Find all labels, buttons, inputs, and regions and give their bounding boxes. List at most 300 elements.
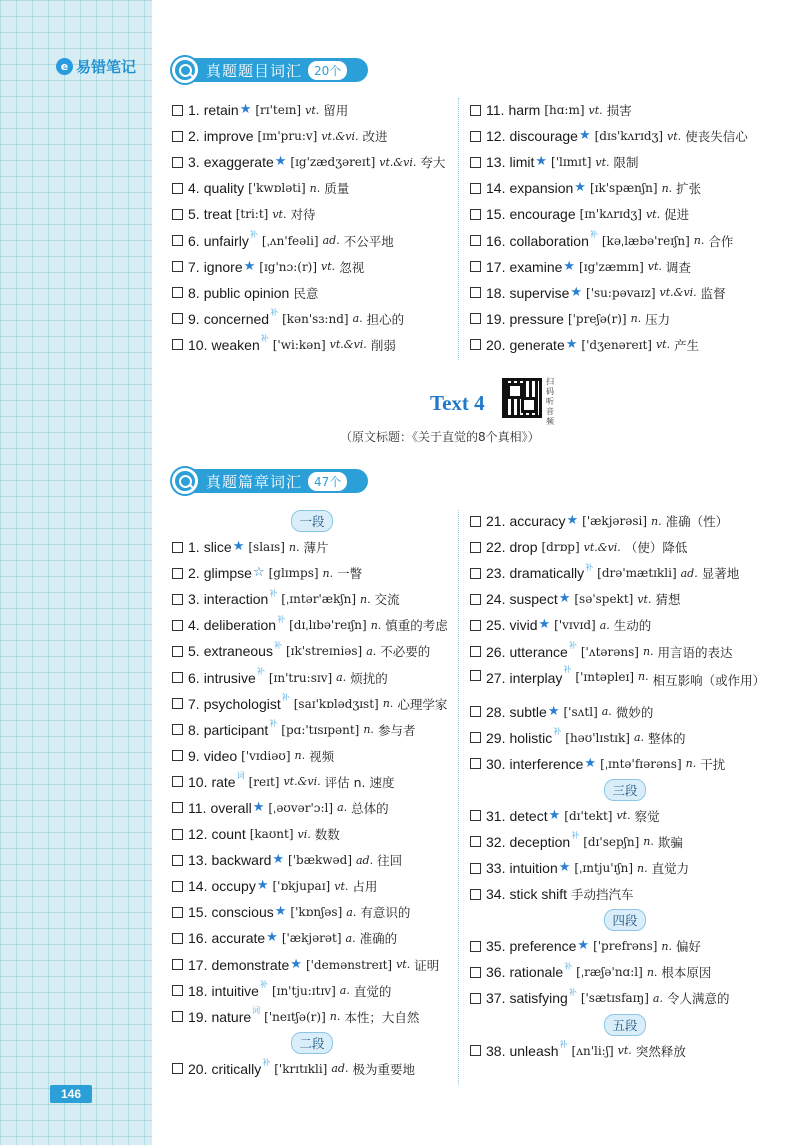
vocab-item <box>470 1038 780 1064</box>
vocab-word: deception <box>509 833 571 850</box>
pronunciation: [tri:t] <box>235 207 269 222</box>
checkbox[interactable] <box>172 313 183 324</box>
vocab-item <box>470 638 780 664</box>
part-of-speech: n. <box>643 835 654 849</box>
item-number: 5. <box>188 643 200 660</box>
supplement-mark-icon: 补 <box>281 693 290 703</box>
checkbox[interactable] <box>172 542 183 553</box>
vocab-item <box>172 769 452 795</box>
paragraph-label: 一段 <box>291 510 332 532</box>
chinese-meaning: 监督 <box>700 285 726 301</box>
word-count-badge: 20个 <box>308 61 347 80</box>
star-icon: ★ <box>274 903 287 919</box>
item-number: 16. <box>486 232 506 249</box>
chinese-meaning: 证明 <box>414 957 440 973</box>
item-number: 25. <box>486 617 506 634</box>
item-number: 31. <box>486 807 506 824</box>
item-number: 17. <box>188 956 208 973</box>
checkbox[interactable] <box>172 131 183 142</box>
part-of-speech: vt. <box>645 207 661 221</box>
chinese-meaning: 整体的 <box>648 730 686 746</box>
part-of-speech: a. <box>352 312 363 326</box>
vocab-item <box>172 978 452 1004</box>
chinese-meaning: 对待 <box>290 207 316 223</box>
part-of-speech: vt. <box>272 207 287 221</box>
checkbox[interactable] <box>470 993 481 1004</box>
part-of-speech: n. <box>642 645 654 659</box>
pronunciation: ['wi:kən] <box>272 337 326 352</box>
checkbox[interactable] <box>172 339 183 350</box>
vocab-word: psychologist <box>203 695 281 712</box>
pronunciation: ['bækwəd] <box>288 853 352 868</box>
chinese-meaning: 参与者 <box>377 722 416 738</box>
chinese-meaning: 准确的 <box>359 931 398 947</box>
part-of-speech: vt.&vi. <box>283 775 321 789</box>
part-of-speech: a. <box>336 671 347 685</box>
checkbox[interactable] <box>470 287 481 298</box>
pronunciation: ['krɪtɪkli] <box>274 1061 328 1076</box>
item-number: 15. <box>188 904 208 921</box>
chinese-meaning: 突然释放 <box>635 1043 686 1059</box>
pronunciation: ['vɪvɪd] <box>554 618 596 633</box>
pronunciation: [ɪg'zædʒəreɪt] <box>290 155 376 170</box>
star-icon: ★ <box>274 153 287 169</box>
checkbox[interactable] <box>470 157 481 168</box>
checkbox[interactable] <box>172 235 183 246</box>
pronunciation: [ɪn'tru:sɪv] <box>268 670 333 685</box>
part-of-speech: vt. <box>321 260 336 274</box>
vocab-word: slice <box>203 539 232 556</box>
checkbox[interactable] <box>172 698 183 709</box>
item-number: 17. <box>486 258 506 275</box>
checkbox[interactable] <box>172 802 183 813</box>
vocab-word: rationale <box>509 964 564 981</box>
vocab-item <box>172 795 452 821</box>
paragraph-badge <box>172 508 452 534</box>
vocab-item <box>172 952 452 978</box>
vocab-item <box>172 227 452 253</box>
star-icon: ★ <box>570 283 583 299</box>
pronunciation: [dɪs'kʌrɪdʒ] <box>594 129 664 144</box>
chinese-meaning: 使丧失信心 <box>685 129 748 145</box>
checkbox[interactable] <box>470 209 481 220</box>
checkbox[interactable] <box>172 594 183 605</box>
item-number: 9. <box>188 747 200 764</box>
vocab-item <box>172 586 452 612</box>
checkbox[interactable] <box>470 1045 481 1056</box>
supplement-mark-icon: 补 <box>269 719 278 729</box>
checkbox[interactable] <box>172 672 183 683</box>
vocab-item <box>172 97 452 123</box>
vocab-word: weaken <box>211 336 260 353</box>
vocab-word: supervise <box>509 284 570 301</box>
vocab-word: stick shift <box>509 886 568 903</box>
part-of-speech: n. <box>322 566 334 580</box>
checkbox[interactable] <box>470 594 481 605</box>
chinese-meaning: 调查 <box>665 259 691 275</box>
item-number: 33. <box>486 860 506 877</box>
vocab-word: expansion <box>509 180 574 197</box>
vocab-item <box>470 227 780 253</box>
star-icon: ★ <box>565 335 578 351</box>
checkbox[interactable] <box>470 339 481 350</box>
vocab-word: improve <box>203 128 254 145</box>
star-icon: ★ <box>584 754 597 770</box>
pronunciation: [ˌræʃə'nɑ:l] <box>576 965 643 980</box>
vocab-word: harm <box>508 102 541 119</box>
pronunciation: [ɪg'nɔ:(r)] <box>259 259 318 274</box>
derivative-mark-icon: 词 <box>236 771 245 781</box>
checkbox[interactable] <box>470 810 481 821</box>
vocab-word: encourage <box>509 206 576 223</box>
checkbox[interactable] <box>172 907 183 918</box>
vocab-item <box>470 586 780 612</box>
vocab-word: participant <box>203 721 269 738</box>
part-of-speech: n. <box>370 618 382 632</box>
star-icon: ★ <box>558 590 571 606</box>
item-number: 4. <box>188 617 200 634</box>
item-number: 7. <box>188 258 200 275</box>
part-of-speech: vt. <box>647 260 662 274</box>
chinese-meaning: 损害 <box>606 103 632 119</box>
item-number: 7. <box>188 695 200 712</box>
pronunciation: ['ɪntəpleɪ] <box>575 669 635 684</box>
paragraph-label: 五段 <box>604 1014 645 1036</box>
part-of-speech: n. <box>651 514 662 528</box>
pronunciation: [ɪg'zæmɪn] <box>579 259 644 274</box>
item-number: 32. <box>486 833 506 850</box>
vocab-word: conscious <box>211 904 274 921</box>
chinese-meaning: 压力 <box>645 311 671 327</box>
vocab-word: overall <box>210 799 252 816</box>
pronunciation: [hɑ:m] <box>544 103 585 118</box>
chinese-meaning: 削弱 <box>370 337 396 353</box>
derivative-mark-icon: 词 <box>252 1006 261 1016</box>
checkbox[interactable] <box>470 646 481 657</box>
chinese-meaning: 干扰 <box>700 756 726 772</box>
vocab-word: accuracy <box>509 513 566 530</box>
vocab-item <box>470 699 780 725</box>
item-number: 1. <box>188 102 200 119</box>
vocab-word: dramatically <box>509 565 585 582</box>
star-icon: ★ <box>256 877 269 893</box>
part-of-speech: vt.&vi. <box>379 155 417 169</box>
pronunciation: ['vɪdiəʊ] <box>241 748 291 763</box>
pronunciation: [ɪn'kʌrɪdʒ] <box>579 207 642 222</box>
pronunciation: [kaʊnt] <box>249 827 294 842</box>
chinese-meaning: 令人满意的 <box>666 991 730 1007</box>
pronunciation: [dɪ'tekt] <box>564 808 613 823</box>
part-of-speech: vt. <box>305 103 320 117</box>
item-number: 9. <box>188 310 200 327</box>
item-number: 34. <box>486 886 506 903</box>
word-list-left <box>172 97 452 358</box>
vocab-item <box>470 254 780 280</box>
supplement-mark-icon: 补 <box>273 640 282 650</box>
item-number: 10. <box>188 336 208 353</box>
column-divider <box>458 510 459 1085</box>
checkbox[interactable] <box>470 967 481 978</box>
checkbox[interactable] <box>470 261 481 272</box>
checkbox[interactable] <box>470 758 481 769</box>
supplement-mark-icon: 补 <box>277 614 286 624</box>
pronunciation: ['kwɒləti] <box>248 181 306 196</box>
supplement-mark-icon: 补 <box>260 334 269 344</box>
pronunciation: ['neɪtʃə(r)] <box>264 1009 326 1024</box>
page-number: 146 <box>50 1085 92 1103</box>
vocab-item <box>172 847 452 873</box>
part-of-speech: vi. <box>297 827 311 841</box>
part-of-speech: vt. <box>616 809 631 823</box>
part-of-speech: n. <box>693 234 705 248</box>
item-number: 13. <box>486 154 506 171</box>
paragraph-badge <box>172 1030 452 1056</box>
pronunciation: [ɪk'streɪniəs] <box>285 644 363 659</box>
vocab-word: suspect <box>509 591 558 608</box>
paragraph-badge <box>470 907 780 933</box>
item-number: 27. <box>486 669 506 686</box>
paragraph-label: 三段 <box>604 779 645 801</box>
chinese-meaning: 合作 <box>708 233 734 249</box>
checkbox[interactable] <box>172 776 183 787</box>
margin-strip <box>0 0 152 1145</box>
item-number: 23. <box>486 565 506 582</box>
checkbox[interactable] <box>470 183 481 194</box>
vocab-item <box>470 829 780 855</box>
chinese-meaning: 扩张 <box>676 181 702 197</box>
qr-label: 扫码听音频 <box>546 377 554 426</box>
vocab-word: utterance <box>509 643 568 660</box>
pronunciation: [ˌɪntju'ɪʃn] <box>574 861 634 876</box>
chinese-meaning: 直觉的 <box>353 983 392 999</box>
vocab-item <box>470 306 780 332</box>
checkbox[interactable] <box>470 620 481 631</box>
part-of-speech: vt.&vi. <box>321 129 359 143</box>
vocab-item <box>172 254 452 280</box>
part-of-speech: vt. <box>588 103 603 117</box>
checkbox[interactable] <box>470 313 481 324</box>
checkbox[interactable] <box>470 889 481 900</box>
chinese-meaning: 忽视 <box>339 259 365 275</box>
chinese-meaning: 促进 <box>664 207 690 223</box>
pronunciation: ['sætɪsfaɪŋ] <box>580 991 649 1006</box>
hollow-star-icon: ☆ <box>252 564 265 580</box>
item-number: 28. <box>486 703 506 720</box>
checkbox[interactable] <box>172 105 183 116</box>
supplement-mark-icon: 补 <box>270 308 279 318</box>
part-of-speech: a. <box>345 931 356 945</box>
qr-code[interactable] <box>502 378 542 418</box>
checkbox[interactable] <box>172 750 183 761</box>
chinese-meaning: 改进 <box>362 129 388 145</box>
part-of-speech: vt. <box>396 958 411 972</box>
star-icon: ★ <box>290 955 302 971</box>
item-number: 14. <box>188 878 208 895</box>
part-of-speech: n. <box>309 181 321 195</box>
search-icon <box>172 468 198 494</box>
vocab-item <box>172 534 452 560</box>
vocab-item <box>470 149 780 175</box>
search-icon <box>172 57 198 83</box>
part-of-speech: a. <box>599 618 610 632</box>
chinese-meaning: 限制 <box>613 155 639 171</box>
part-of-speech: a. <box>601 705 612 719</box>
item-number: 30. <box>486 755 506 772</box>
pronunciation: [dɪ'sepʃn] <box>583 834 640 849</box>
item-number: 6. <box>188 232 200 249</box>
vocab-word: accurate <box>211 930 266 947</box>
section-header-question-vocab <box>172 56 368 84</box>
vocab-word: collaboration <box>509 232 589 249</box>
chinese-meaning: 极为重要地 <box>352 1061 415 1077</box>
pronunciation: [ɪm'pru:v] <box>257 129 318 144</box>
word-list-right <box>470 508 780 1064</box>
checkbox[interactable] <box>470 706 481 717</box>
checkbox[interactable] <box>172 1063 183 1074</box>
checkbox[interactable] <box>470 516 481 527</box>
vocab-word: deliberation <box>203 617 277 634</box>
star-icon: ★ <box>566 512 579 528</box>
vocab-word: preference <box>509 938 577 955</box>
checkbox[interactable] <box>470 941 481 952</box>
chinese-meaning: 手动挡汽车 <box>571 887 634 903</box>
pronunciation: [rɪ'teɪn] <box>255 103 302 118</box>
vocab-item <box>172 1004 452 1030</box>
part-of-speech: vt. <box>617 1044 632 1058</box>
item-number: 8. <box>188 721 200 738</box>
checkbox[interactable] <box>172 287 183 298</box>
chinese-meaning: 占用 <box>352 879 378 895</box>
checkbox[interactable] <box>470 836 481 847</box>
checkbox[interactable] <box>172 1011 183 1022</box>
star-icon: ★ <box>558 859 571 875</box>
star-icon: ★ <box>563 257 576 273</box>
part-of-speech: a. <box>652 991 663 1005</box>
supplement-mark-icon: 补 <box>589 230 598 240</box>
pronunciation: ['dʒenəreɪt] <box>581 337 652 352</box>
item-number: 2. <box>188 128 200 145</box>
supplement-mark-icon: 补 <box>563 664 572 674</box>
checkbox[interactable] <box>470 568 481 579</box>
star-icon: ★ <box>266 929 278 945</box>
item-number: 4. <box>188 180 200 197</box>
checkbox[interactable] <box>172 646 183 657</box>
star-icon: ★ <box>239 101 252 117</box>
pronunciation: [glɪmps] <box>268 566 319 581</box>
item-number: 6. <box>188 669 200 686</box>
supplement-mark-icon: 补 <box>564 961 573 971</box>
vocab-item <box>470 534 780 560</box>
chinese-meaning: 产生 <box>674 337 700 353</box>
item-number: 10. <box>188 773 208 790</box>
chinese-meaning: 不必要的 <box>380 644 431 660</box>
pronunciation: ['kɒnʃəs] <box>290 905 343 920</box>
checkbox[interactable] <box>172 183 183 194</box>
part-of-speech: vt. <box>595 155 610 169</box>
checkbox[interactable] <box>470 131 481 142</box>
checkbox[interactable] <box>172 157 183 168</box>
vocab-word: extraneous <box>203 643 273 660</box>
checkbox[interactable] <box>172 829 183 840</box>
supplement-mark-icon: 补 <box>269 588 278 598</box>
chinese-meaning: 一瞥 <box>337 566 363 582</box>
chinese-meaning: 视频 <box>309 748 335 764</box>
vocab-word: interaction <box>203 591 269 608</box>
chinese-meaning: （使）降低 <box>624 540 688 556</box>
part-of-speech: vt. <box>334 879 349 893</box>
vocab-item <box>470 855 780 881</box>
checkbox[interactable] <box>172 933 183 944</box>
pronunciation: [ɪn'tju:ɪtɪv] <box>271 983 336 998</box>
part-of-speech: n. <box>661 181 673 195</box>
item-number: 21. <box>486 513 506 530</box>
word-list-right <box>470 97 780 358</box>
pronunciation: [dɪˌlɪbə'reɪʃn] <box>289 618 367 633</box>
item-number: 3. <box>188 154 200 171</box>
vocab-word: intuition <box>509 860 558 877</box>
vocab-word: interference <box>509 755 584 772</box>
item-number: 26. <box>486 643 506 660</box>
item-number: 2. <box>188 565 200 582</box>
chinese-meaning: 夸大 <box>420 155 446 171</box>
checkbox[interactable] <box>172 959 183 970</box>
vocab-item <box>470 933 780 959</box>
part-of-speech: ad. <box>331 1062 349 1076</box>
star-icon: ★ <box>243 257 256 273</box>
checkbox[interactable] <box>172 568 183 579</box>
chinese-meaning: 民意 <box>293 285 319 301</box>
checkbox[interactable] <box>172 724 183 735</box>
star-icon: ★ <box>547 702 560 718</box>
vocab-word: pressure <box>509 310 564 327</box>
vocab-word: drop <box>509 539 538 556</box>
checkbox[interactable] <box>172 620 183 631</box>
item-number: 36. <box>486 964 506 981</box>
checkbox[interactable] <box>470 670 481 681</box>
pronunciation: [sə'spekt] <box>574 592 634 607</box>
checkbox[interactable] <box>470 542 481 553</box>
checkbox[interactable] <box>470 105 481 116</box>
vocab-item <box>172 123 452 149</box>
vocab-word: nature <box>211 1008 252 1025</box>
star-icon: ★ <box>272 851 285 867</box>
checkbox[interactable] <box>172 209 183 220</box>
checkbox[interactable] <box>172 881 183 892</box>
checkbox[interactable] <box>470 235 481 246</box>
chinese-meaning: 有意识的 <box>360 905 411 921</box>
vocab-word: vivid <box>509 617 538 634</box>
checkbox[interactable] <box>470 732 481 743</box>
chinese-meaning: 生动的 <box>613 618 652 634</box>
supplement-mark-icon: 补 <box>568 987 577 997</box>
pronunciation: ['su:pəvaɪz] <box>586 285 656 300</box>
checkbox[interactable] <box>172 261 183 272</box>
chinese-meaning: 根本原因 <box>661 965 712 981</box>
pronunciation: [reɪt] <box>248 774 280 789</box>
checkbox[interactable] <box>172 855 183 866</box>
vocab-item <box>470 881 780 907</box>
chinese-meaning: 用言语的表达 <box>657 644 733 660</box>
checkbox[interactable] <box>470 863 481 874</box>
part-of-speech: vt. <box>637 592 652 606</box>
vocab-word: glimpse <box>203 565 252 582</box>
item-number: 22. <box>486 539 506 556</box>
supplement-mark-icon: 补 <box>559 1040 568 1050</box>
vocab-item <box>172 201 452 227</box>
checkbox[interactable] <box>172 985 183 996</box>
item-number: 14. <box>486 180 506 197</box>
chinese-meaning: 质量 <box>324 181 350 197</box>
